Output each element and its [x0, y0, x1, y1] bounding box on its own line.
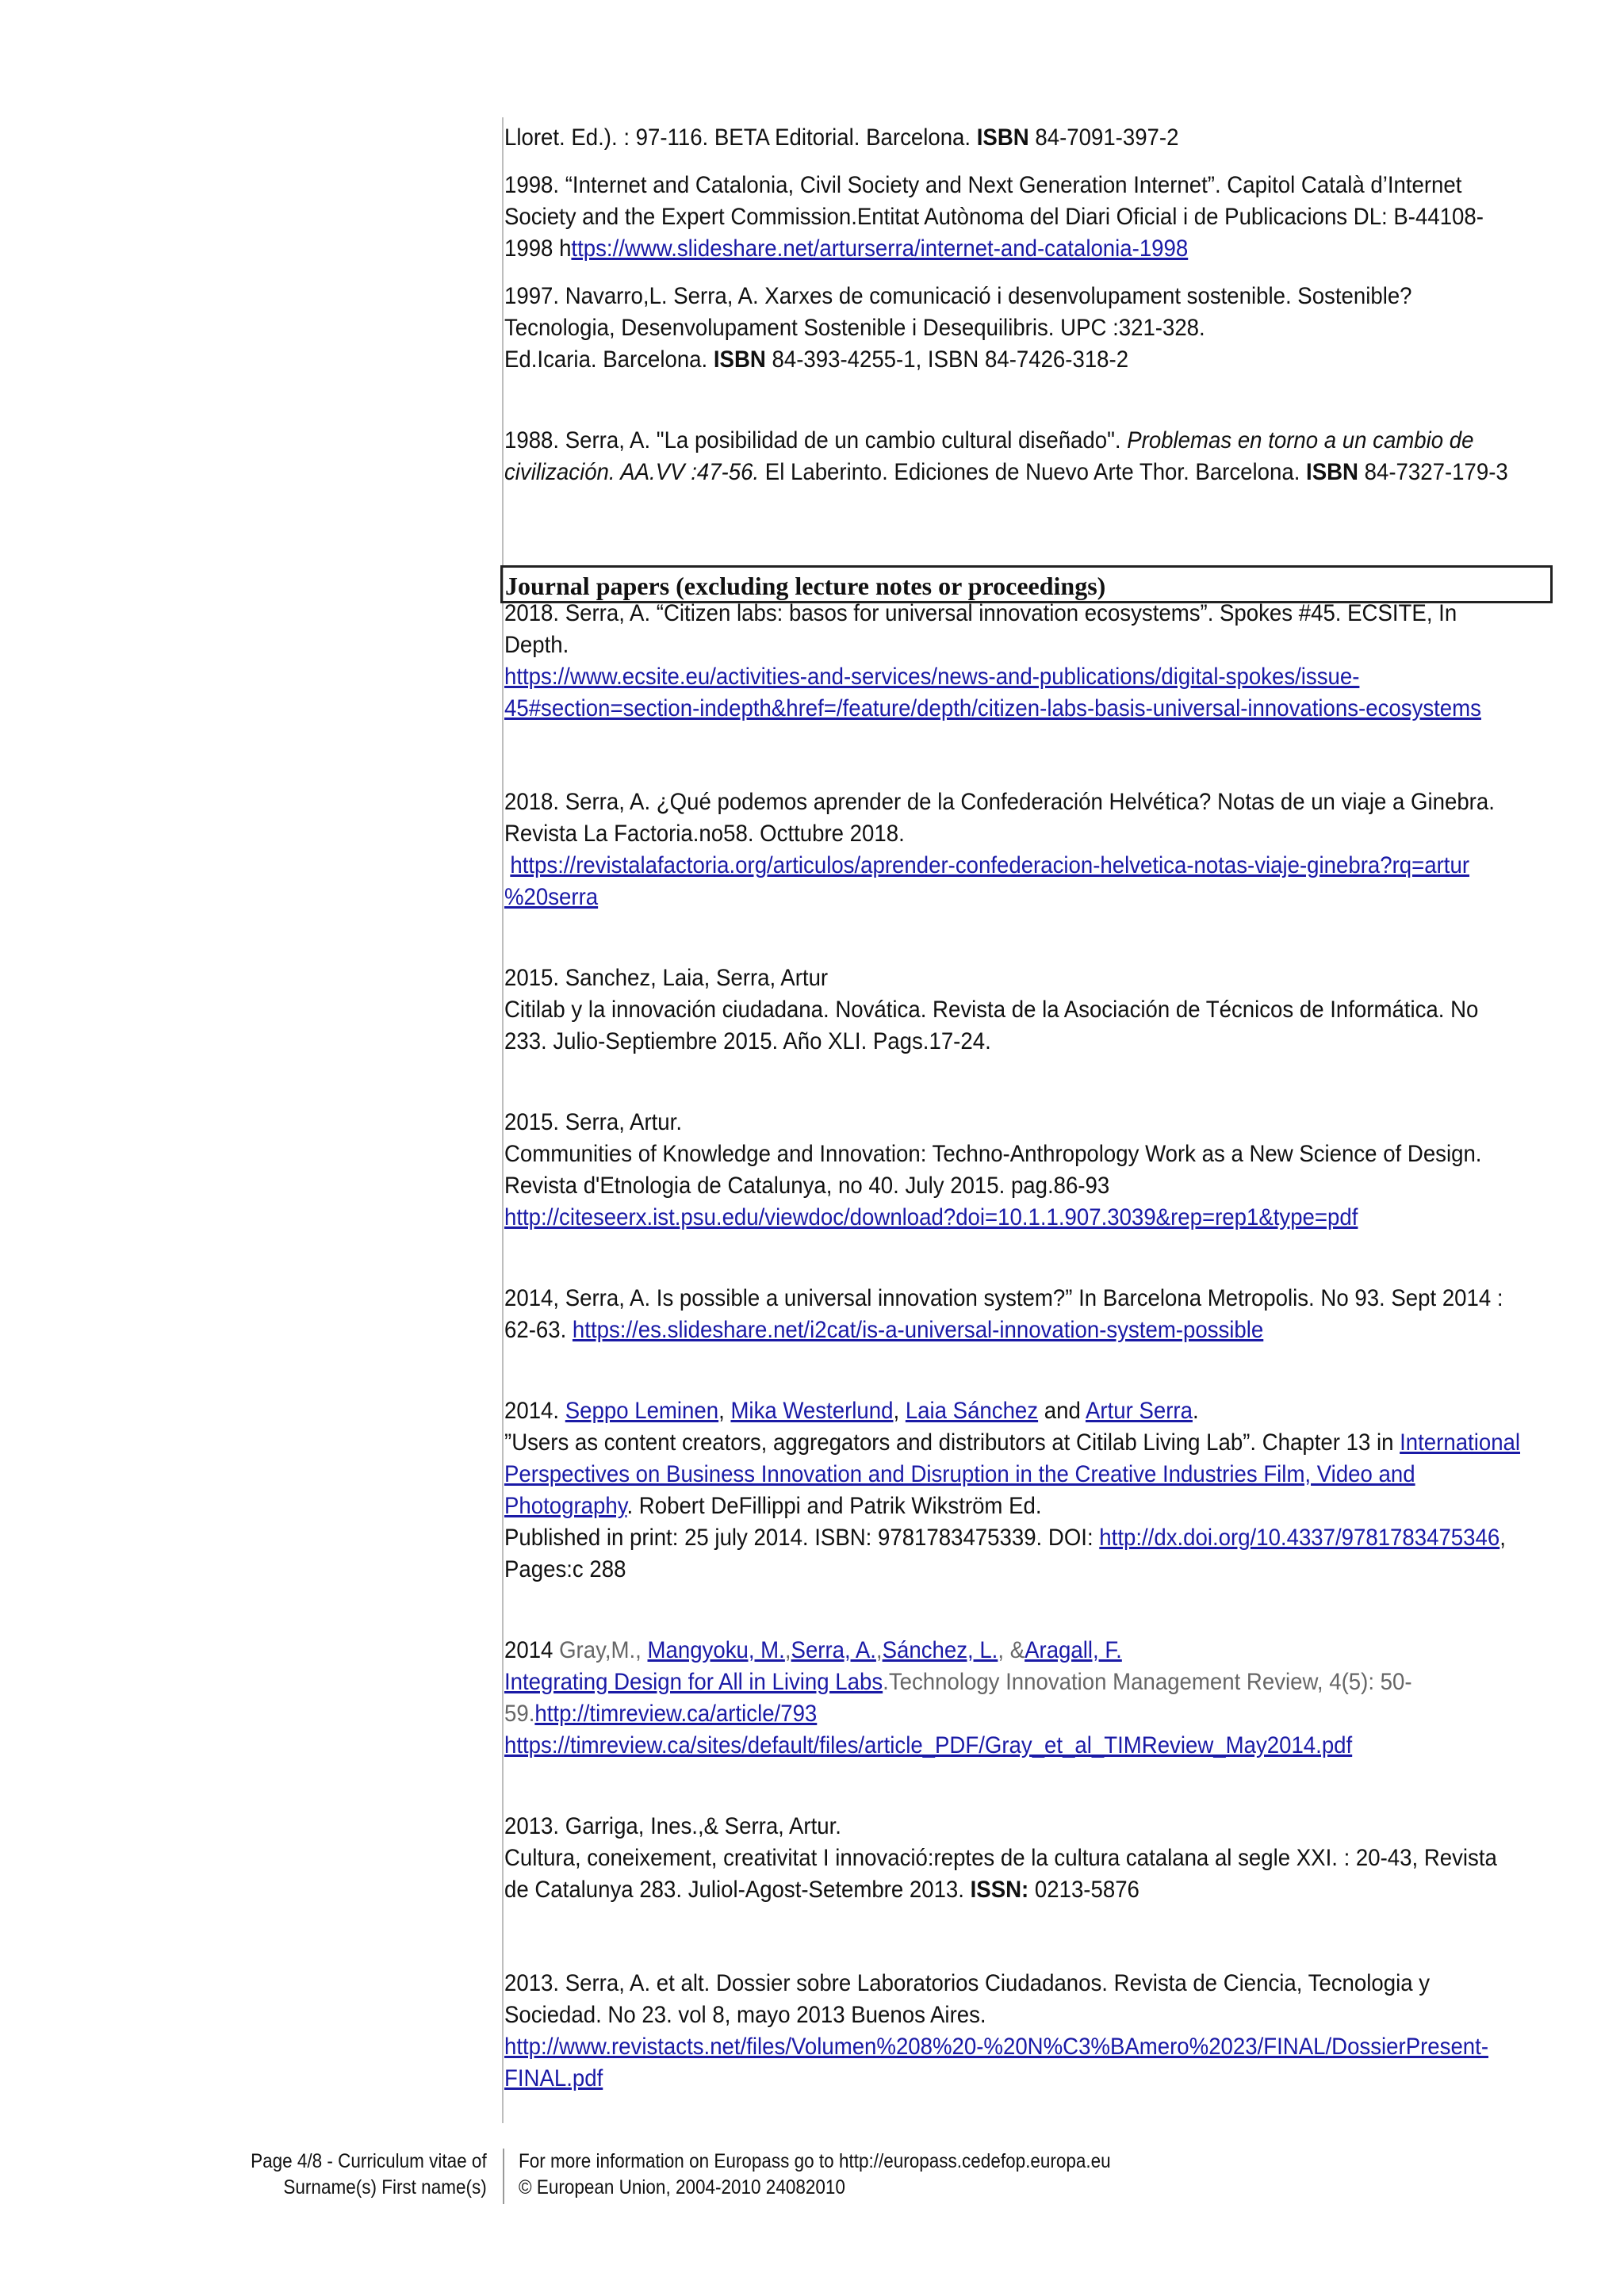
entry-text: 2018. Serra, A. ¿Qué podemos aprender de la Confederación Helvética? Notas de un viaje a Ginebra.: [504, 789, 1495, 815]
author-link[interactable]: Artur Serra: [1085, 1398, 1193, 1424]
entry-text: ,: [784, 1637, 791, 1663]
entry-text: Ed.Icaria. Barcelona.: [504, 346, 714, 373]
entry-text: 233. Julio-Septiembre 2015. Año XLI. Pags.17-24.: [504, 1028, 991, 1054]
entry-text: 84-7327-179-3: [1358, 459, 1508, 485]
entry-link[interactable]: 45#section=section-indepth&href=/feature/depth/citizen-labs-basis-universal-innovations-ecosystems: [504, 695, 1481, 721]
footer-name: Surname(s) First name(s): [283, 2176, 487, 2198]
author-link[interactable]: Aragall, F.: [1025, 1637, 1122, 1663]
journal-entry: [504, 1811, 1551, 1906]
journal-entry: [504, 598, 1551, 725]
entry-text: and: [1038, 1398, 1086, 1424]
entry-link[interactable]: ttps://www.slideshare.net/arturserra/internet-and-catalonia-1998: [571, 235, 1189, 262]
footer-europass-info: For more information on Europass go to http://europass.cedefop.europa.eu: [519, 2150, 1111, 2172]
footer-info: [519, 2149, 1111, 2201]
entry-text: 1997. Navarro,L. Serra, A. Xarxes de comunicació i desenvolupament sostenible. Sostenible?: [504, 283, 1412, 309]
entry-link[interactable]: %20serra: [504, 884, 599, 910]
journal-entry: [504, 1635, 1551, 1762]
footer-page-number: Page 4/8 - Curriculum vitae of: [251, 2150, 487, 2172]
entry-text: 62-63.: [504, 1317, 573, 1343]
entry-text: 2014: [504, 1637, 560, 1663]
entry-text: ,: [1500, 1525, 1506, 1551]
journal-entry: [504, 786, 1551, 913]
column-divider: [502, 117, 504, 2123]
entry-text: .: [1192, 1398, 1199, 1424]
book-link[interactable]: International: [1400, 1429, 1521, 1456]
entry-text: de Catalunya 283. Juliol-Agost-Setembre 2013.: [504, 1877, 971, 1903]
author-link[interactable]: Mangyoku, M.: [647, 1637, 785, 1663]
footer-page-info: [251, 2149, 487, 2201]
book-chapter-entry: [504, 170, 1551, 265]
entry-text: 1998 h: [504, 235, 572, 262]
footer-copyright: © European Union, 2004-2010 24082010: [519, 2176, 845, 2198]
entry-text: 84-7091-397-2: [1028, 124, 1179, 151]
entry-text: ”Users as content creators, aggregators and distributors at Citilab Living Lab”. Chapter 13 in: [504, 1429, 1400, 1456]
entry-text: Pages:c 288: [504, 1556, 626, 1582]
entry-text: Depth.: [504, 632, 569, 658]
isbn-label: ISBN: [976, 124, 1029, 151]
journal-entry: [504, 1968, 1551, 2095]
entry-text: Society and the Expert Commission.Entitat Autònoma del Diari Oficial i de Publicacions DL: B-44108-: [504, 204, 1484, 230]
entry-text: 2013. Serra, A. et alt. Dossier sobre Laboratorios Ciudadanos. Revista de Ciencia, Tecnologia y: [504, 1970, 1431, 1996]
author-link[interactable]: Sánchez, L.: [882, 1637, 998, 1663]
entry-text: 2014.: [504, 1398, 565, 1424]
pdf-link[interactable]: FINAL.pdf: [504, 2065, 603, 2091]
entry-text: ,: [718, 1398, 731, 1424]
book-chapter-entry: [504, 122, 1551, 154]
book-chapter-entry: [504, 425, 1551, 488]
journal-entry: [504, 1107, 1551, 1234]
entry-italic-text: civilización. AA.VV :47-56.: [504, 459, 760, 485]
entry-text: Tecnologia, Desenvolupament Sostenible i Desequilibris. UPC :321-328.: [504, 315, 1205, 341]
entry-text: 2013. Garriga, Ines.,& Serra, Artur.: [504, 1813, 841, 1839]
doi-link[interactable]: http://dx.doi.org/10.4337/9781783475346: [1099, 1525, 1500, 1551]
footer-divider: [503, 2149, 504, 2204]
author-link[interactable]: Mika Westerlund: [730, 1398, 894, 1424]
section-title: Journal papers (excluding lecture notes or proceedings): [505, 572, 1106, 600]
book-link[interactable]: Photography: [504, 1493, 627, 1519]
entry-text: ,: [893, 1398, 906, 1424]
entry-text: 1988. Serra, A. "La posibilidad de un cambio cultural diseñado".: [504, 427, 1128, 453]
book-chapter-entry: [504, 281, 1551, 376]
entry-text: 0213-5876: [1028, 1877, 1139, 1903]
entry-text: ,: [875, 1637, 883, 1663]
journal-entry: [504, 1395, 1551, 1586]
publication-list: [504, 122, 1551, 2110]
article-link[interactable]: http://timreview.ca/article/793: [534, 1701, 818, 1727]
entry-text: El Laberinto. Ediciones de Nuevo Arte Thor. Barcelona.: [759, 459, 1307, 485]
entry-text: Gray,M.,: [559, 1637, 648, 1663]
entry-text: Citilab y la innovación ciudadana. Novática. Revista de la Asociación de Técnicos de Informática. No: [504, 997, 1479, 1023]
issn-label: ISSN:: [970, 1877, 1029, 1903]
isbn-label: ISBN: [1306, 459, 1358, 485]
entry-text: Revista La Factoria.no58. Octtubre 2018.: [504, 821, 905, 847]
entry-text: . Robert DeFillippi and Patrik Wikström Ed.: [626, 1493, 1042, 1519]
entry-text: .Technology Innovation Management Review, 4(5): 50-: [883, 1669, 1412, 1695]
entry-text: Sociedad. No 23. vol 8, mayo 2013 Buenos Aires.: [504, 2002, 986, 2028]
entry-text: 84-393-4255-1, ISBN 84-7426-318-2: [765, 346, 1129, 373]
author-link[interactable]: Serra, A.: [791, 1637, 876, 1663]
author-link[interactable]: Laia Sánchez: [905, 1398, 1039, 1424]
entry-text: Cultura, coneixement, creativitat I innovació:reptes de la cultura catalana al segle XXI. : 20-43, Revista: [504, 1845, 1497, 1871]
article-link[interactable]: Integrating Design for All in Living Labs: [504, 1669, 883, 1695]
entry-text: , &: [998, 1637, 1025, 1663]
book-link[interactable]: Perspectives on Business Innovation and Disruption in the Creative Industries Film, Video and: [504, 1461, 1415, 1487]
journal-entry: [504, 1283, 1551, 1346]
isbn-label: ISBN: [713, 346, 766, 373]
entry-text: 2014, Serra, A. Is possible a universal innovation system?” In Barcelona Metropolis. No 93. Sept 2014 :: [504, 1285, 1503, 1311]
entry-text: Published in print: 25 july 2014. ISBN: 9781783475339. DOI:: [504, 1525, 1100, 1551]
entry-text: 2015. Sanchez, Laia, Serra, Artur: [504, 965, 829, 991]
entry-text: Revista d'Etnologia de Catalunya, no 40. July 2015. pag.86-93: [504, 1173, 1110, 1199]
entry-link[interactable]: https://revistalafactoria.org/articulos/aprender-confederacion-helvetica-notas-viaje-ginebra?rq=artur: [510, 852, 1470, 878]
pdf-link[interactable]: https://timreview.ca/sites/default/files/article_PDF/Gray_et_al_TIMReview_May2014.pdf: [504, 1732, 1353, 1758]
entry-text: 59.: [504, 1701, 535, 1727]
entry-link[interactable]: http://citeseerx.ist.psu.edu/viewdoc/download?doi=10.1.1.907.3039&rep=rep1&type=pdf: [504, 1204, 1358, 1230]
author-link[interactable]: Seppo Leminen: [565, 1398, 719, 1424]
entry-link[interactable]: https://www.ecsite.eu/activities-and-services/news-and-publications/digital-spokes/issue-: [504, 664, 1360, 690]
entry-text: Lloret. Ed.). : 97-116. BETA Editorial. Barcelona.: [504, 124, 977, 151]
entry-text: 2018. Serra, A. “Citizen labs: basos for universal innovation ecosystems”. Spokes #45. ECSITE, In: [504, 600, 1457, 626]
pdf-link[interactable]: http://www.revistacts.net/files/Volumen%208%20-%20N%C3%BAmero%2023/FINAL/DossierPresent-: [504, 2034, 1489, 2060]
journal-entry: [504, 962, 1551, 1058]
entry-text: 2015. Serra, Artur.: [504, 1109, 683, 1135]
entry-text: Communities of Knowledge and Innovation: Techno-Anthropology Work as a New Science of Design.: [504, 1141, 1482, 1167]
entry-text: 1998. “Internet and Catalonia, Civil Society and Next Generation Internet”. Capitol Català d’Internet: [504, 172, 1462, 198]
entry-link[interactable]: https://es.slideshare.net/i2cat/is-a-universal-innovation-system-possible: [572, 1317, 1264, 1343]
entry-italic-text: Problemas en torno a un cambio de: [1127, 427, 1474, 453]
